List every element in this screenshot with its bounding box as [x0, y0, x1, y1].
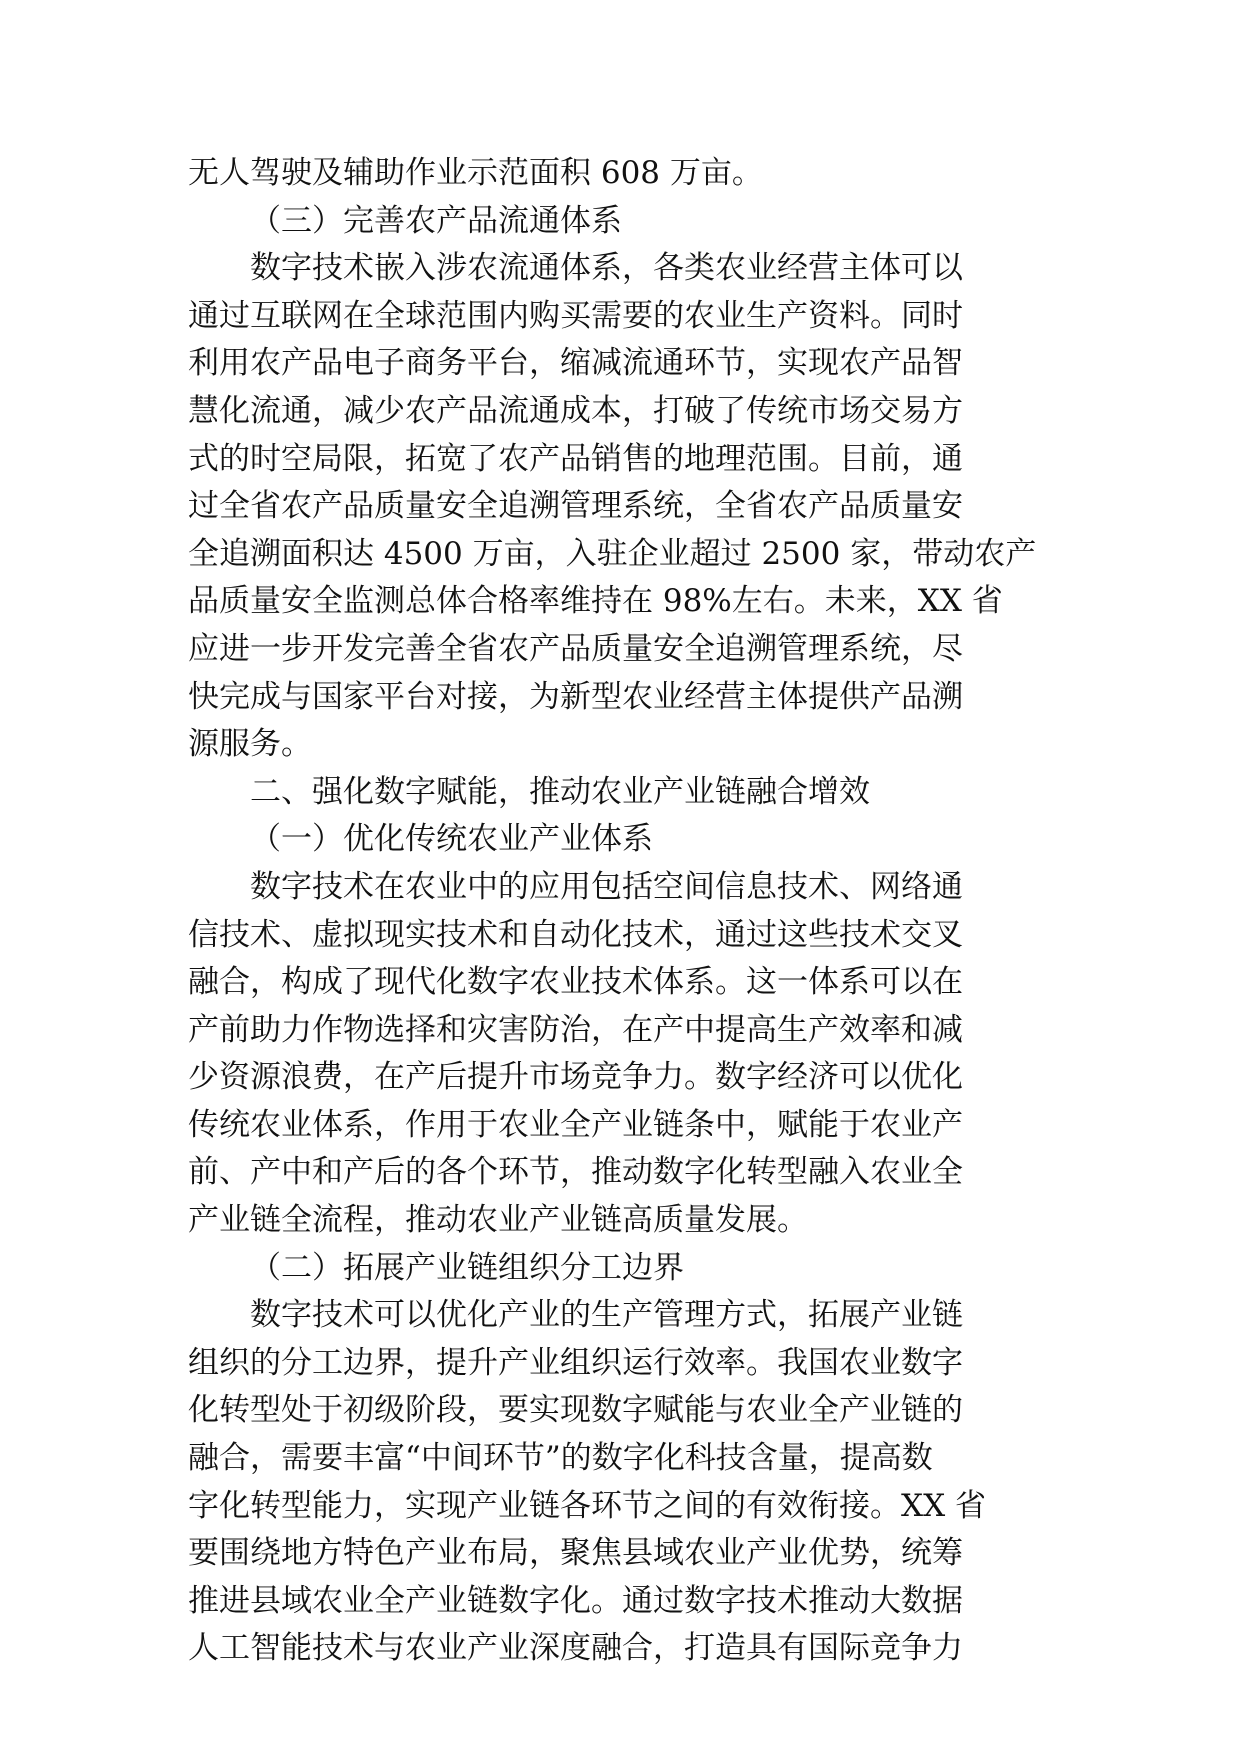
body-text-line: 化转型处于初级阶段，要实现数字赋能与农业全产业链的: [188, 1392, 963, 1429]
section-heading: （二）拓展产业链组织分工边界: [250, 1249, 684, 1286]
body-text-line: 前、产中和产后的各个环节，推动数字化转型融入农业全: [188, 1154, 963, 1191]
body-text-line: 字化转型能力，实现产业链各环节之间的有效衔接。XX 省: [188, 1487, 986, 1524]
body-text-line: 产业链全流程，推动农业产业链高质量发展。: [188, 1202, 808, 1239]
body-text-line: 融合，需要丰富“中间环节”的数字化科技含量，提高数: [188, 1440, 933, 1477]
document-page: [188, 150, 1068, 1673]
body-text-line: 信技术、虚拟现实技术和自动化技术，通过这些技术交叉: [188, 916, 963, 953]
body-text-line: 源服务。: [188, 726, 312, 763]
body-text-line: 要围绕地方特色产业布局，聚焦县域农业产业优势，统筹: [188, 1535, 963, 1572]
paragraph-first-line: 数字技术可以优化产业的生产管理方式，拓展产业链: [250, 1297, 963, 1334]
section-heading: （三）完善农产品流通体系: [250, 202, 622, 239]
body-text-line: 快完成与国家平台对接，为新型农业经营主体提供产品溯: [188, 678, 963, 715]
body-text-line: 通过互联网在全球范围内购买需要的农业生产资料。同时: [188, 297, 963, 334]
body-text-line: 推进县域农业全产业链数字化。通过数字技术推动大数据: [188, 1582, 963, 1619]
body-text-line: 式的时空局限，拓宽了农产品销售的地理范围。目前，通: [188, 440, 963, 477]
body-text-line: 品质量安全监测总体合格率维持在 98%左右。未来，XX 省: [188, 583, 1003, 620]
body-text-line: 少资源浪费，在产后提升市场竞争力。数字经济可以优化: [188, 1059, 963, 1096]
body-text-line: 应进一步开发完善全省农产品质量安全追溯管理系统，尽: [188, 630, 963, 667]
body-text-line: 产前助力作物选择和灾害防治，在产中提高生产效率和减: [188, 1011, 963, 1048]
paragraph-first-line: 数字技术在农业中的应用包括空间信息技术、网络通: [250, 868, 963, 905]
body-text-line: 利用农产品电子商务平台，缩减流通环节，实现农产品智: [188, 345, 963, 382]
body-text-line: 人工智能技术与农业产业深度融合，打造具有国际竞争力: [188, 1630, 963, 1667]
section-heading: （一）优化传统农业产业体系: [250, 821, 653, 858]
body-text-line: 全追溯面积达 4500 万亩，入驻企业超过 2500 家，带动农产: [188, 535, 1037, 572]
body-text-line: 慧化流通，减少农产品流通成本，打破了传统市场交易方: [188, 392, 963, 429]
body-text-line: 融合，构成了现代化数字农业技术体系。这一体系可以在: [188, 964, 963, 1001]
chapter-heading: 二、强化数字赋能，推动农业产业链融合增效: [250, 773, 870, 810]
body-text-line: 传统农业体系，作用于农业全产业链条中，赋能于农业产: [188, 1106, 963, 1143]
body-text-line: 过全省农产品质量安全追溯管理系统，全省农产品质量安: [188, 488, 963, 525]
body-text-line: 无人驾驶及辅助作业示范面积 608 万亩。: [188, 155, 763, 191]
body-text-line: 组织的分工边界，提升产业组织运行效率。我国农业数字: [188, 1344, 963, 1381]
paragraph-first-line: 数字技术嵌入涉农流通体系，各类农业经营主体可以: [250, 250, 963, 287]
